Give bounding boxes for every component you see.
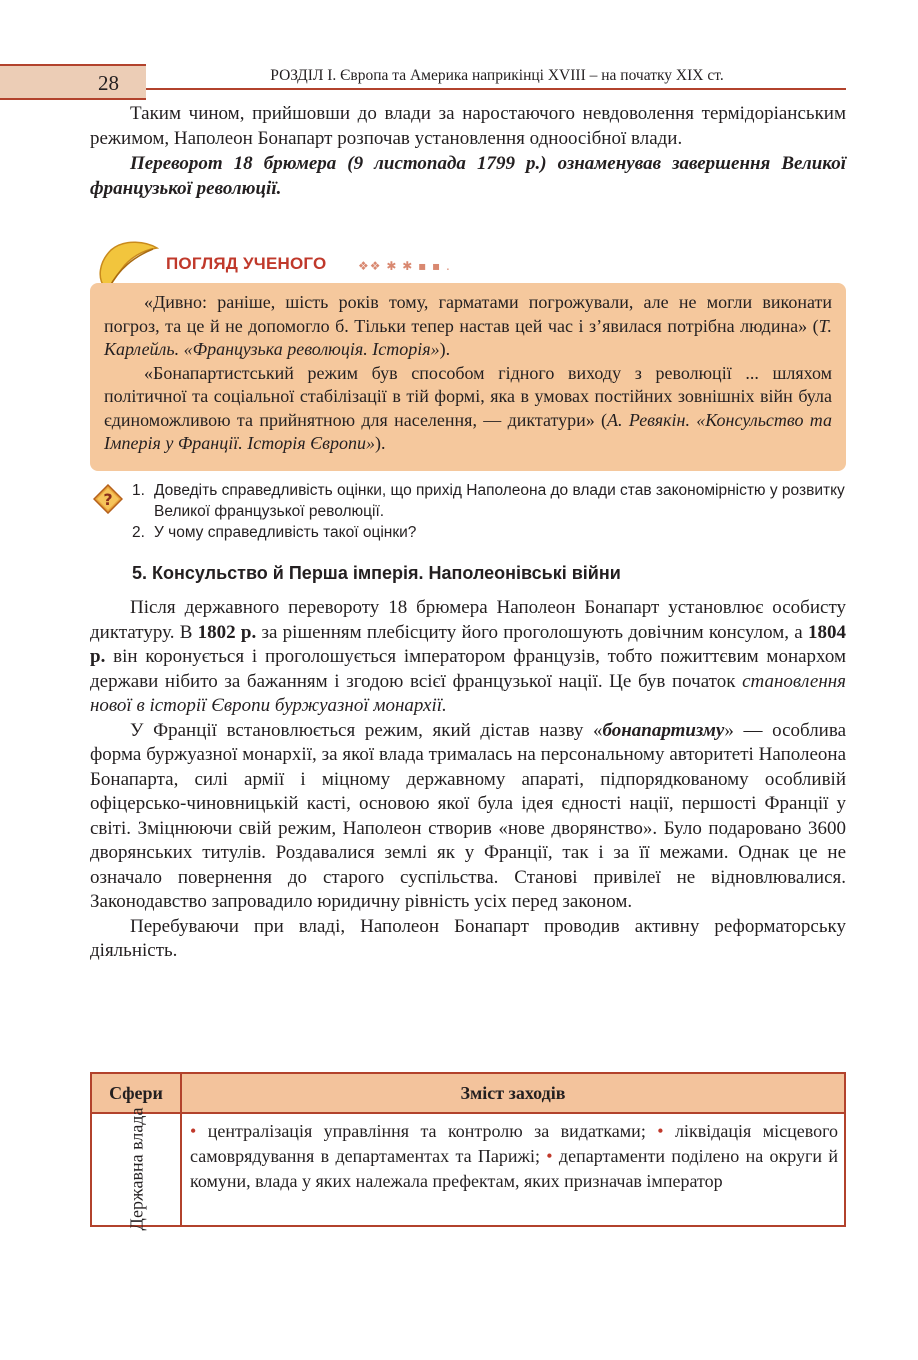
term-bonapartism: бонапартизму — [602, 719, 725, 741]
quote-source: Т. Карлейль. «Французька революція. Історія» — [104, 315, 832, 359]
page-number: 28 — [98, 71, 119, 95]
question-diamond-icon — [93, 484, 123, 514]
quote-carlyle: «Дивно: раніше, шість років тому, гарматами погрожували, але не могли виконати погроз, та це й не допомогло б. Тільки тепер настав цей час і з’явилася потрібна людина» (Т. Карлейль. «Французька революція. Історія»). — [104, 292, 832, 359]
header-band — [0, 64, 146, 100]
table-header-spheres: Сфери — [92, 1074, 182, 1112]
table-row-label-cell — [92, 1107, 182, 1231]
quote-revyakin: «Бонапартистський режим був способом гідного виходу з революції ... шляхом політичної та соціальної стабілізації в тій формі, яка в умовах постійних зовнішніх війн була єдиноможливою та прийнятною для населення, — диктатури» (А. Ревякін. «Консульство та Імперія у Франції. Історія Європи»). — [104, 362, 832, 453]
section-body — [90, 596, 846, 964]
scholar-quote-box — [90, 283, 846, 471]
section-paragraph: Перебуваючи при владі, Наполеон Бонапарт проводив активну реформаторську діяльність. — [90, 915, 846, 961]
reforms-table — [90, 1072, 846, 1231]
intro-block — [90, 102, 846, 201]
header-rule — [146, 88, 846, 90]
running-head: РОЗДІЛ I. Європа та Америка наприкінці XVIII – на початку XIX ст. — [270, 67, 724, 84]
questions-list — [132, 480, 846, 543]
intro-conclusion: Переворот 18 брюмера (9 листопада 1799 р.) ознаменував завершення Великої французької революції. — [90, 153, 846, 199]
table-header-row — [92, 1074, 844, 1114]
sphere-label: Державна влада — [126, 1107, 147, 1231]
ornament: ❖❖ ✱ ✱ ▪ ▪ . — [358, 259, 451, 273]
section-paragraph: У Франції встановлюється режим, який дістав назву «бонапартизму» — особлива форма буржуазної монархії, за якої влада трималась на персональному авторитеті Наполеона Бонапарта, силі армії і міцному державному апараті, підпорядкованому особливій офіцерсько-чиновницькій касті, основою якої була ідея єдності нації, першості Франції у світі. Зміцнюючи свій режим, Наполеон створив «нове дворянство». Було подаровано 3600 дворянських титулів. Роздавалися землі як у Франції, так і за її межами. Однак це не означало повернення до старого суспільства. Станові привілеї не відновлювалися. Законодавство запровадило юридичну рівність усіх перед законом. — [90, 719, 847, 912]
section-heading: 5. Консульство й Перша імперія. Наполеонівські війни — [132, 563, 621, 583]
svg-text:?: ? — [103, 490, 113, 509]
bullet: • — [657, 1121, 664, 1141]
scholar-view-title: ПОГЛЯД УЧЕНОГО — [166, 254, 327, 273]
intro-paragraph: Таким чином, прийшовши до влади за наростаючого невдоволення термідоріанським режимом, Наполеон Бонапарт розпочав установлення одноосібної влади. — [90, 103, 846, 149]
table-header-contents: Зміст заходів — [460, 1083, 566, 1103]
section-paragraph: Після державного перевороту 18 брюмера Наполеон Бонапарт установлює особисту диктатуру. В 1802 р. за рішенням плебісциту його проголошують довічним консулом, а 1804 р. він коронується і проголошується імператором французів, тобто пожиттєвим монархом держави нібито за бажанням і згодою всієї французької нації. Це був початок становлення нової в історії Європи буржуазної монархії. — [90, 597, 846, 716]
bullet: • — [190, 1121, 197, 1141]
quote-source: А. Ревякін. «Консульство та Імперія у Франції. Історія Європи» — [104, 409, 832, 453]
table-row: • централізація управління та контролю за видатками; • ліквідація місцевого самоврядування в департаментах та Парижі; • департаменти поділено на округи й комуни, влада у яких належала префектам, яких призначав імператор — [190, 1121, 839, 1191]
bullet: • — [546, 1146, 553, 1166]
question-item: 1. Доведіть справедливість оцінки, що прихід Наполеона до влади став закономірністю у розвитку Великої французької революції. — [132, 482, 845, 520]
question-item: 2. У чому справедливість такої оцінки? — [132, 524, 417, 541]
